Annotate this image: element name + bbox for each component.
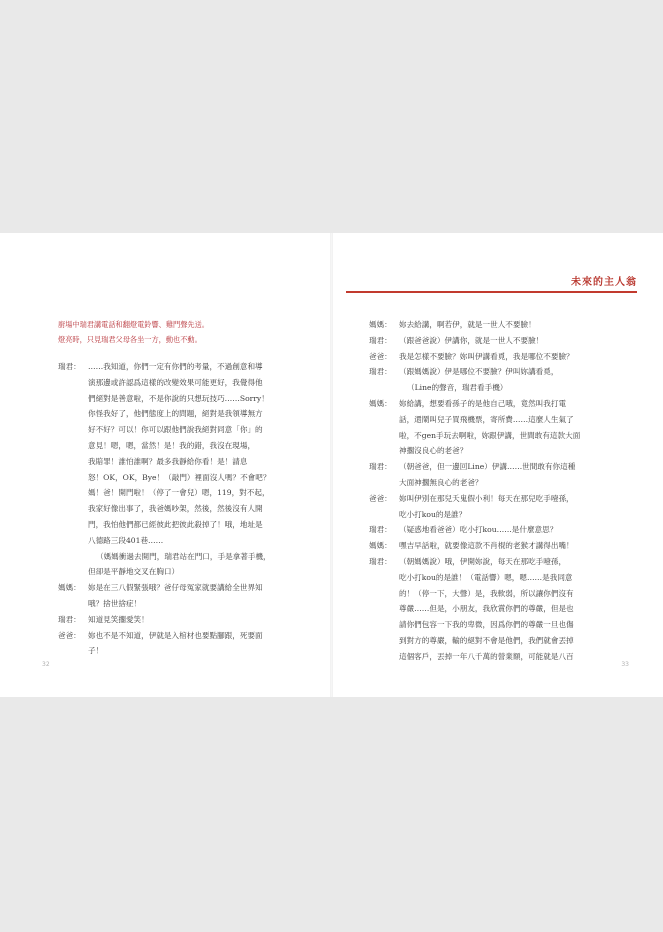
dialogue-text: 啦，不gen手玩去啊啦，妳跟伊講，世間敢有這款大面 bbox=[399, 430, 581, 440]
stage-direction-line: 廚場中瑞君講電話和翻燈電鈴響、雞門聲先送。 bbox=[58, 320, 209, 329]
dialogue-line bbox=[58, 517, 304, 533]
book-spread bbox=[0, 233, 663, 697]
speaker-label: 瑞君： bbox=[58, 614, 81, 624]
dialogue-text: 我賠罪！誰怕誰啊？最多我靜給你看！是！請息 bbox=[88, 456, 248, 466]
dialogue-text: 話，還鬧叫兒子買飛機票，寄所費……這麼人生氣了 bbox=[399, 414, 574, 424]
dialogue-line bbox=[58, 628, 304, 644]
dialogue-line bbox=[369, 333, 617, 349]
dialogue-line bbox=[58, 533, 304, 549]
page-number-left: 32 bbox=[42, 661, 50, 668]
dialogue-text: 演那邊或許認爲這樣的改變效果可能更好，我覺得他 bbox=[88, 377, 263, 387]
dialogue-line bbox=[369, 364, 617, 380]
dialogue-text: （疑惑地看爸爸）吃小打kou……是什麼意思？ bbox=[399, 525, 558, 535]
running-head-title: 未來的主人翁 bbox=[571, 277, 637, 288]
speaker-label: 爸爸： bbox=[369, 351, 392, 361]
dialogue-line bbox=[58, 501, 304, 517]
dialogue-line bbox=[58, 596, 304, 612]
speaker-label: 媽媽： bbox=[58, 583, 81, 593]
dialogue-text: 尊嚴……但是，小朋友，我欣賞你們的尊嚴，但是也 bbox=[399, 604, 574, 614]
dialogue-line bbox=[58, 643, 304, 659]
dialogue-text: 請你們包容一下我的卑微，因爲你們的尊嚴一旦也傷 bbox=[399, 620, 574, 630]
speaker-label: 爸爸： bbox=[58, 630, 81, 640]
dialogue-text: （跟爸爸說）伊講你，就是一世人不要臉！ bbox=[399, 335, 544, 345]
dialogue-text: 你怪我好了，他們態度上的問題，絕對是我領導無方 bbox=[88, 409, 263, 419]
dialogue-line bbox=[369, 491, 617, 507]
dialogue-line bbox=[369, 396, 617, 412]
dialogue-text: （朝爸爸，但一邊回Line）伊講……世間敢有你這種 bbox=[399, 462, 576, 472]
dialogue-text: 妳給講，想要看孫子的是他自己哦，竟然叫我打電 bbox=[399, 398, 567, 408]
speaker-label: 媽媽： bbox=[369, 398, 392, 408]
dialogue-text: 知道見笑擱愛笑！ bbox=[88, 614, 149, 624]
dialogue-line bbox=[369, 586, 617, 602]
dialogue-text: 到對方的尊嚴，輸的絕對不會是他們，我們就會丟掉 bbox=[399, 635, 574, 645]
speaker-label: 媽媽： bbox=[369, 320, 392, 329]
dialogue-text: 大面神擱無良心的老爸？ bbox=[399, 477, 483, 487]
dialogue-text: 們絕對是善意啦，不是你說的只想玩技巧……Sorry！ bbox=[88, 393, 269, 403]
dialogue-text: 意見！嗯，嗯，當然！是！我的錯，我沒在現場， bbox=[88, 440, 256, 450]
dialogue-line bbox=[369, 475, 617, 491]
dialogue-text: 哦？捨世捨症！ bbox=[88, 598, 142, 608]
dialogue-text: （跟媽媽說）伊是哪位不要臉？伊叫妳講看覓， bbox=[399, 367, 559, 377]
left-page-dialogue bbox=[58, 359, 304, 659]
dialogue-line bbox=[369, 633, 617, 649]
speaker-label: 瑞君： bbox=[369, 556, 392, 566]
dialogue-text: 媽！爸！開門啦！（停了一會兒）嗯，119，對不起， bbox=[88, 488, 270, 498]
dialogue-text: 好不好？可以！你可以跟他們說我絕對同意「你」的 bbox=[88, 425, 263, 435]
dialogue-line bbox=[58, 375, 304, 391]
dialogue-line bbox=[369, 507, 617, 523]
dialogue-text: 子！ bbox=[88, 646, 104, 656]
dialogue-line bbox=[58, 359, 304, 375]
dialogue-line bbox=[58, 438, 304, 454]
dialogue-text: 嘿吉早話啦，就要像這款不肖棍的老猴才講得出嘴！ bbox=[399, 541, 574, 551]
dialogue-text: （媽媽衝過去開門，瑞君站在門口，手是拿著手機， bbox=[96, 551, 271, 561]
dialogue-text: 這個客戶，丟掉一年八千萬的營業額，可能就是八百 bbox=[399, 651, 574, 661]
dialogue-text: 我是怎樣不要臉？妳叫伊講看覓，我是哪位不要臉？ bbox=[399, 351, 574, 361]
dialogue-text: 吃小打kou的是誰！（電話響）嗯，嗯……是我同意 bbox=[399, 572, 573, 582]
stage-direction bbox=[58, 317, 298, 347]
dialogue-line bbox=[58, 406, 304, 422]
dialogue-line bbox=[369, 349, 617, 365]
dialogue-text: （Line的聲音，瑞君看手機） bbox=[407, 383, 508, 393]
running-head-rule bbox=[346, 291, 637, 293]
dialogue-line bbox=[58, 454, 304, 470]
dialogue-line bbox=[58, 470, 304, 486]
dialogue-line bbox=[58, 549, 304, 565]
speaker-label: 瑞君： bbox=[58, 362, 81, 371]
dialogue-text: 怒！OK，OK，Bye！（敲門）裡面沒人嗎？不會吧？ bbox=[88, 472, 271, 482]
dialogue-text: 妳也不是不知道，伊就是入棺材也要點腳跟，死要面 bbox=[88, 630, 263, 640]
dialogue-line bbox=[58, 391, 304, 407]
dialogue-text: 神擱沒良心的老爸？ bbox=[399, 446, 468, 456]
dialogue-text: 妳叫伊別在那兒夭鬼假小利！每天在那兒吃手噎孫， bbox=[399, 493, 574, 503]
dialogue-line bbox=[58, 612, 304, 628]
dialogue-text: 八德路三段401巷…… bbox=[88, 535, 164, 545]
speaker-label: 瑞君： bbox=[369, 525, 392, 535]
dialogue-text: 我家好像出事了，我爸媽吵架，然後，然後沒有人開 bbox=[88, 504, 263, 514]
speaker-label: 瑞君： bbox=[369, 462, 392, 472]
right-page-dialogue bbox=[369, 317, 617, 665]
dialogue-text: （朝媽媽說）哦，伊開妳說，每天在那吃手噎孫， bbox=[399, 556, 567, 566]
dialogue-line bbox=[58, 564, 304, 580]
dialogue-line bbox=[369, 601, 617, 617]
dialogue-line bbox=[369, 554, 617, 570]
dialogue-line bbox=[369, 428, 617, 444]
dialogue-line bbox=[369, 412, 617, 428]
dialogue-text: ……我知道，你們一定有你們的考量，不過創意和導 bbox=[88, 362, 263, 371]
dialogue-line bbox=[58, 580, 304, 596]
speaker-label: 媽媽： bbox=[369, 541, 392, 551]
dialogue-text: 妳去給講，啊若伊，就是一世人不要臉！ bbox=[399, 320, 536, 329]
dialogue-text: 門，我怕他們都已經彼此把彼此殺掉了！哦，地址是 bbox=[88, 519, 263, 529]
dialogue-line bbox=[369, 570, 617, 586]
dialogue-text: 但卻是平靜地交叉在胸口） bbox=[88, 567, 180, 577]
dialogue-text: 的！（停一下，大聲）是，我軟弱，所以讓你們沒有 bbox=[399, 588, 574, 598]
dialogue-text: 妳是在三八假緊張哦？爸仔母冤家就要講給全世界知 bbox=[88, 583, 263, 593]
dialogue-line bbox=[58, 485, 304, 501]
speaker-label: 瑞君： bbox=[369, 367, 392, 377]
dialogue-line bbox=[369, 317, 617, 333]
dialogue-line bbox=[58, 422, 304, 438]
dialogue-text: 吃小打kou的是誰？ bbox=[399, 509, 467, 519]
speaker-label: 爸爸： bbox=[369, 493, 392, 503]
page-number-right: 33 bbox=[621, 661, 629, 668]
dialogue-line bbox=[369, 459, 617, 475]
dialogue-line bbox=[369, 522, 617, 538]
dialogue-line bbox=[369, 538, 617, 554]
speaker-label: 瑞君： bbox=[369, 335, 392, 345]
dialogue-line bbox=[369, 649, 617, 665]
stage-direction-line: 燈亮時，只見瑞君父母各坐一方，動也不動。 bbox=[58, 335, 202, 344]
page-gutter bbox=[330, 233, 333, 697]
dialogue-line bbox=[369, 380, 617, 396]
dialogue-line bbox=[369, 617, 617, 633]
dialogue-line bbox=[369, 443, 617, 459]
